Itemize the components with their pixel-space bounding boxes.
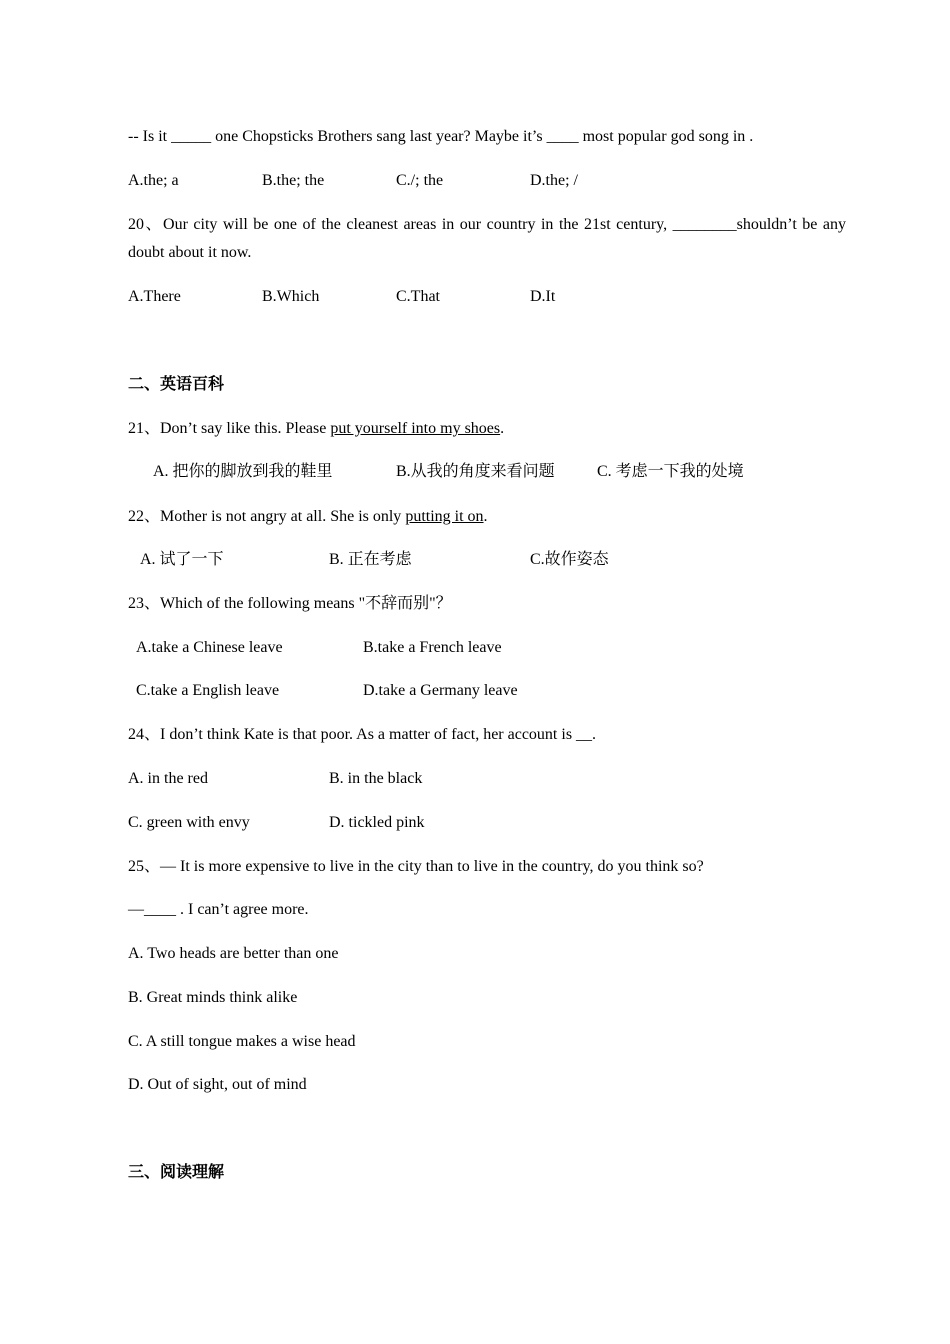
q20-option-d: D.It (530, 288, 556, 305)
q23-option-d: D.take a Germany leave (363, 682, 518, 699)
q19-text: -- Is it _____ one Chopsticks Brothers sang last year? Maybe it’s ____ most popular god song in . (128, 128, 754, 145)
q22-suffix: . (483, 508, 488, 525)
q24-option-d: D. tickled pink (329, 814, 425, 831)
q19-option-b: B.the; the (262, 172, 325, 189)
q21-option-c: C. 考虑一下我的处境 (597, 463, 744, 480)
q23-text: 23、Which of the following means "不辞而别"？ (128, 595, 452, 612)
q25-reply: —____ . I can’t agree more. (128, 901, 309, 918)
q22-option-c: C.故作姿态 (530, 551, 609, 568)
q24-option-a: A. in the red (128, 770, 208, 787)
q22-prefix: 22、Mother is not angry at all. She is only (128, 508, 406, 525)
q24-option-c: C. green with envy (128, 814, 250, 831)
q24-option-b: B. in the black (329, 770, 423, 787)
section-heading-encyclopedia: 二、英语百科 (128, 376, 225, 393)
q19-option-a: A.the; a (128, 172, 179, 189)
q22-text (128, 506, 488, 528)
q21-option-b: B.从我的角度来看问题 (396, 463, 555, 480)
q23-option-b: B.take a French leave (363, 639, 502, 656)
q22-option-b: B. 正在考虑 (329, 551, 412, 568)
q21-text (128, 418, 504, 440)
q19-option-d: D.the; / (530, 172, 578, 189)
q25-option-d: D. Out of sight, out of mind (128, 1076, 307, 1093)
q25-option-b: B. Great minds think alike (128, 989, 298, 1006)
q25-text: 25、— It is more expensive to live in the city than to live in the country, do you think so? (128, 858, 704, 875)
section-heading-reading: 三、阅读理解 (128, 1164, 225, 1181)
q23-option-c: C.take a English leave (136, 682, 280, 699)
q20-option-c: C.That (396, 288, 440, 305)
q20-option-a: A.There (128, 288, 181, 305)
q19-option-c: C./; the (396, 172, 444, 189)
q21-underlined-phrase: put yourself into my shoes (330, 420, 501, 437)
q21-suffix: . (500, 420, 505, 437)
q22-underlined-phrase: putting it on (405, 508, 484, 525)
q23-option-a: A.take a Chinese leave (136, 639, 283, 656)
q25-option-a: A. Two heads are better than one (128, 945, 339, 962)
q22-option-a: A. 试了一下 (140, 551, 224, 568)
q21-option-a: A. 把你的脚放到我的鞋里 (153, 463, 333, 480)
q20-text: 20、Our city will be one of the cleanest areas in our country in the 21st century, ________shouldn’t be any doubt about it now. (128, 216, 846, 261)
q20-option-b: B.Which (262, 288, 320, 305)
q24-text: 24、I don’t think Kate is that poor. As a matter of fact, her account is __. (128, 726, 597, 743)
q21-prefix: 21、Don’t say like this. Please (128, 420, 331, 437)
q25-option-c: C. A still tongue makes a wise head (128, 1033, 356, 1050)
